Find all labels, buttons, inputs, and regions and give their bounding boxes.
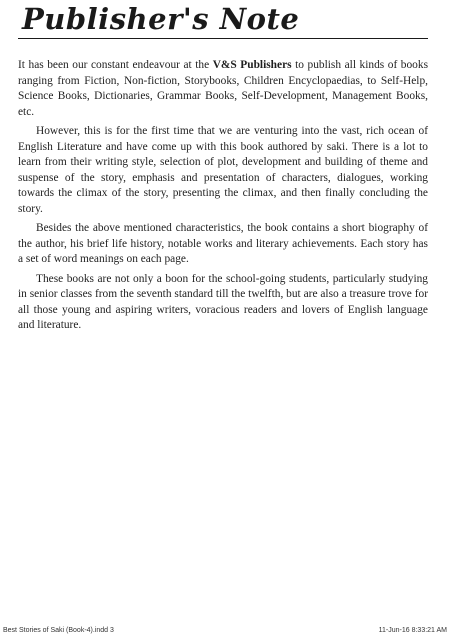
title-divider <box>18 38 428 39</box>
paragraph-1 <box>18 58 428 120</box>
publishers-note-body <box>18 58 428 338</box>
publisher-name: V&S Publishers <box>212 59 292 71</box>
paragraph-3: Besides the above mentioned characteristics, the book contains a short biography of the author, his brief life history, notable works and literary achievements. Each story has a set of word meanings on each page. <box>18 222 428 265</box>
page-title: Publisher's Note <box>22 2 300 36</box>
print-timestamp: 11-Jun-16 8:33:21 AM <box>378 627 447 634</box>
file-label: Best Stories of Saki (Book-4).indd 3 <box>3 627 114 634</box>
paragraph-2: However, this is for the first time that we are venturing into the vast, rich ocean of English Literature and have come up with this book authored by saki. There is a lot to learn from their writing style, selection of plot, development and building of theme and suspense of the story, emphasis and presentation of characters, dialogues, working towards the climax of the story, presenting the climax, and then finally concluding the story. <box>18 125 428 215</box>
paragraph-1-lead: It has been our constant endeavour at the <box>18 59 213 71</box>
paragraph-4: These books are not only a boon for the school-going students, particularly studying in senior classes from the seventh standard till the twelfth, but are also a treasure trove for all those young and aspiring writers, voracious readers and lovers of English language and literature. <box>18 272 428 331</box>
paragraph-1-rest: to publish all kinds of books ranging from Fiction, Non-fiction, Storybooks, Children Encyclopaedias, to Self-Help, Science Books, Dictionaries, Grammar Books, Self-Development, Management Books, etc. <box>18 59 429 118</box>
print-slug-footer <box>3 627 447 634</box>
